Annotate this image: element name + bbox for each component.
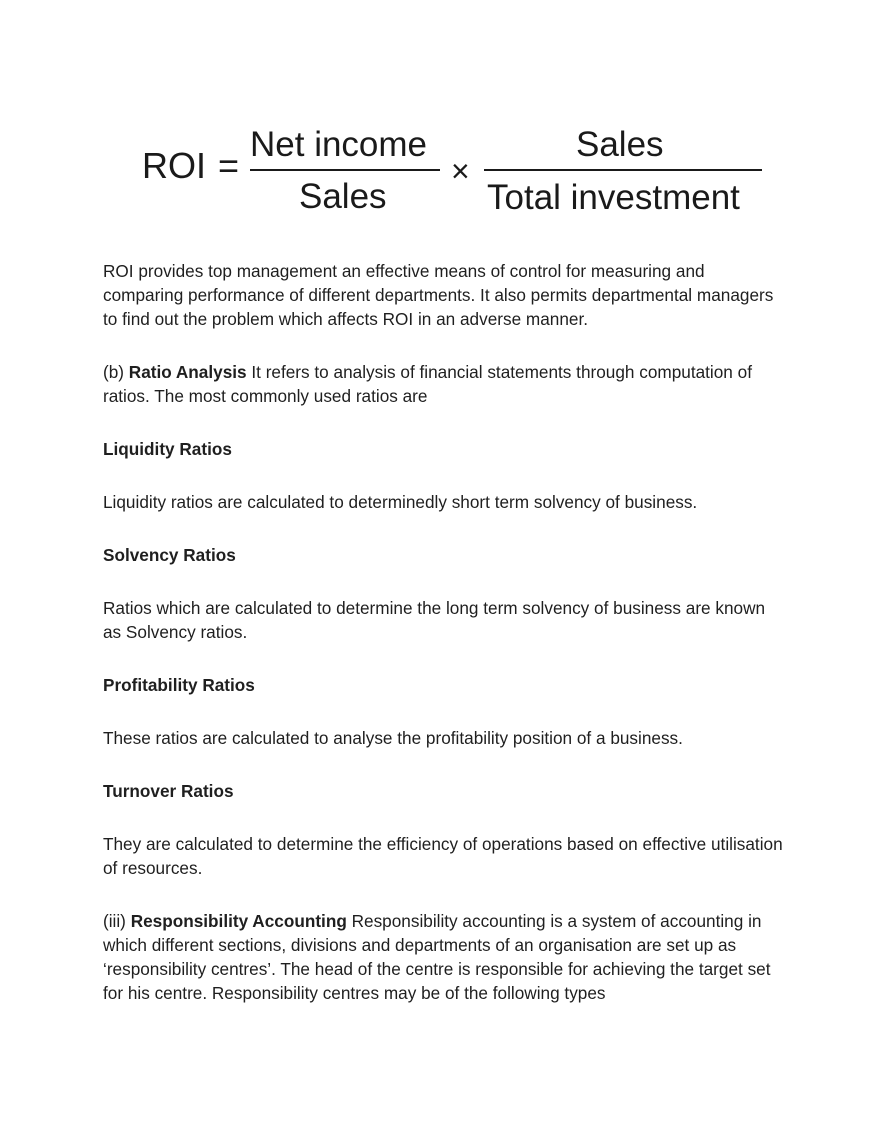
roi-description: ROI provides top management an effective means of control for measuring and comparing performance of different departments. It also permits departmental managers to find out the problem which affects ROI in an adverse manner.: [103, 261, 774, 329]
profitability-heading: Profitability Ratios: [103, 675, 255, 695]
ratio-analysis-paragraph: [103, 360, 783, 408]
turnover-text: They are calculated to determine the efficiency of operations based on effective utilisation of resources.: [103, 834, 783, 878]
solvency-heading: Solvency Ratios: [103, 545, 236, 565]
document-body: [103, 259, 783, 1034]
fraction2-denominator: Total investment: [487, 178, 740, 217]
solvency-text: Ratios which are calculated to determine the long term solvency of business are known as Solvency ratios.: [103, 598, 766, 642]
responsibility-accounting-term: Responsibility Accounting: [130, 911, 347, 931]
turnover-heading: Turnover Ratios: [103, 781, 234, 801]
ratio-analysis-term: Ratio Analysis: [128, 362, 247, 382]
ratio-prefix: (b): [103, 362, 129, 382]
fraction2-numerator: Sales: [576, 125, 664, 164]
fraction1-numerator: Net income: [250, 125, 428, 164]
ratio-analysis-text: It refers to analysis of financial statements through computation of ratios. The most commonly used ratios are: [103, 362, 752, 406]
roi-formula-graphic: [140, 118, 770, 223]
roi-formula: [140, 118, 770, 223]
formula-equals: =: [218, 145, 240, 186]
responsibility-accounting-paragraph: [103, 909, 783, 1005]
responsibility-prefix: (iii): [103, 911, 131, 931]
profitability-text: These ratios are calculated to analyse the profitability position of a business.: [103, 728, 683, 748]
liquidity-heading: Liquidity Ratios: [103, 439, 232, 459]
formula-lhs: ROI: [142, 145, 207, 186]
responsibility-accounting-text: Responsibility accounting is a system of accounting in which different sections, divisions and departments of an organisation are set up as ‘responsibility centres’. The head of the centre is responsible for achieving the target set for his centre. Responsibility centres may be of the following types: [103, 911, 771, 1003]
fraction1-denominator: Sales: [299, 177, 387, 216]
formula-times: ×: [451, 153, 470, 189]
liquidity-text: Liquidity ratios are calculated to determinedly short term solvency of business.: [103, 492, 698, 512]
